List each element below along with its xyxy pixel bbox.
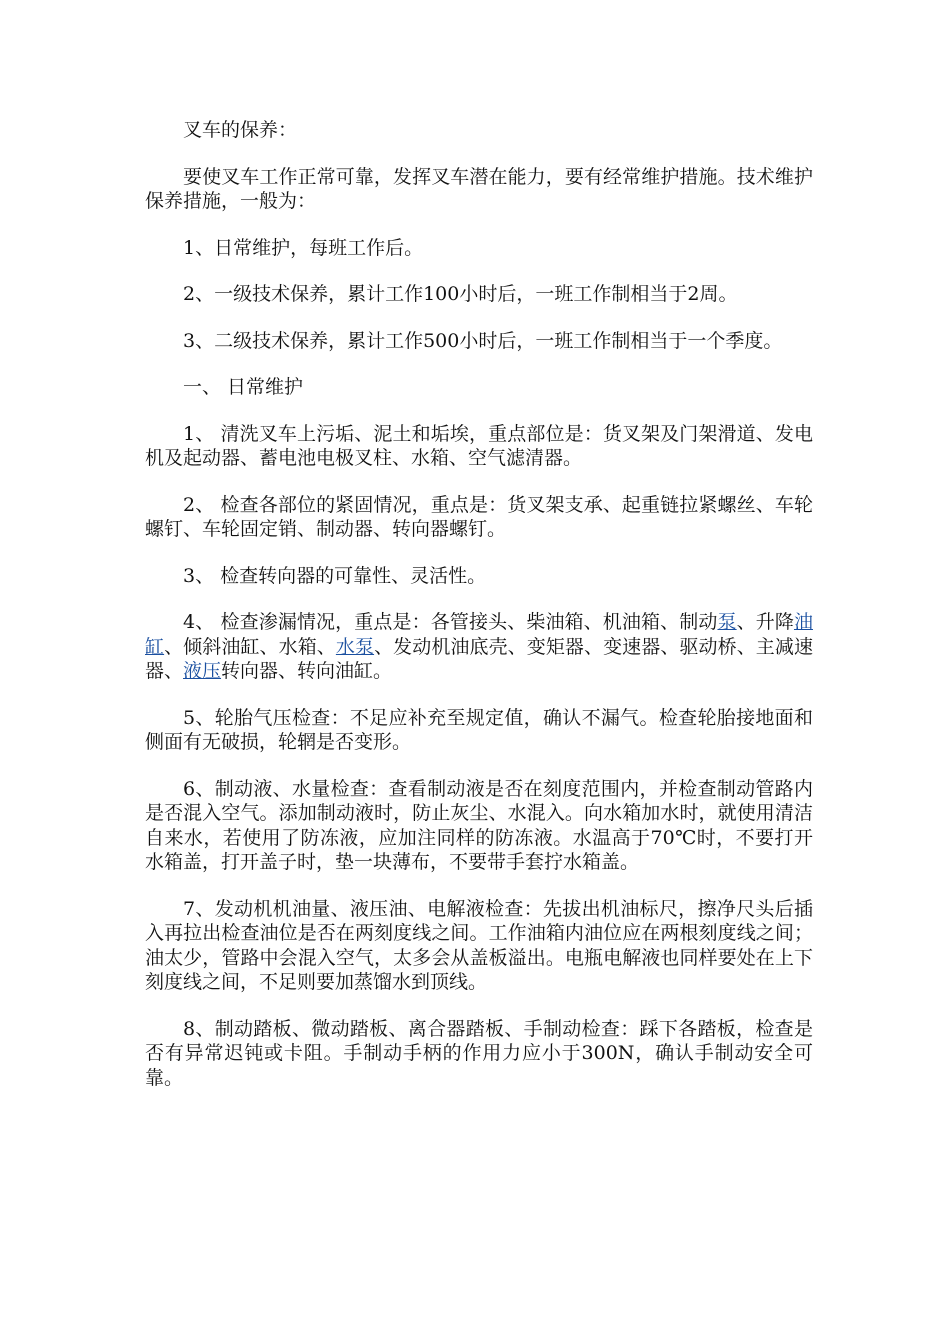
level-item-3: 3、二级技术保养，累计工作500小时后，一班工作制相当于一个季度。 bbox=[183, 329, 783, 352]
section-heading: 一、 日常维护 bbox=[183, 376, 304, 398]
link-pump[interactable]: 泵 bbox=[717, 611, 737, 633]
link-hydraulic[interactable]: 液压 bbox=[183, 660, 222, 682]
intro-paragraph: 要使叉车工作正常可靠，发挥叉车潜在能力，要有经常维护措施。技术维护保养措施，一般为： bbox=[145, 165, 813, 212]
level-item-2: 2、一级技术保养，累计工作100小时后，一班工作制相当于2周。 bbox=[183, 283, 738, 305]
maintenance-item-5: 5、轮胎气压检查：不足应补充至规定值，确认不漏气。检查轮胎接地面和侧面有无破损，轮辋是否变形。 bbox=[145, 706, 813, 753]
maintenance-item-2: 2、 检查各部位的紧固情况，重点是：货叉架支承、起重链拉紧螺丝、车轮螺钉、车轮固定销、制动器、转向器螺钉。 bbox=[145, 493, 813, 540]
link-oil-cylinder[interactable]: 油缸 bbox=[145, 611, 813, 658]
maintenance-item-8: 8、制动踏板、微动踏板、离合器踏板、手制动检查：踩下各踏板，检查是否有异常迟钝或卡阻。手制动手柄的作用力应小于300N，确认手制动安全可靠。 bbox=[145, 1017, 813, 1089]
level-item-1: 1、日常维护，每班工作后。 bbox=[183, 236, 424, 259]
item4-text-part5: 转向器、转向油缸。 bbox=[221, 660, 393, 682]
maintenance-item-1: 1、 清洗叉车上污垢、泥土和垢埃，重点部位是：货叉架及门架滑道、发电机及起动器、蓄电池电极叉柱、水箱、空气滤清器。 bbox=[145, 422, 813, 469]
item4-text-part3: 、倾斜油缸、水箱、 bbox=[164, 635, 336, 658]
document-page bbox=[145, 118, 813, 1112]
item4-text-part4: 、发动机油底壳、变矩器、变速器、驱动桥、主减速器、 bbox=[145, 635, 813, 682]
link-water-pump[interactable]: 水泵 bbox=[335, 635, 375, 658]
maintenance-item-4 bbox=[145, 610, 813, 684]
maintenance-item-7: 7、发动机机油量、液压油、电解液检查：先拔出机油标尺，擦净尺头后插入再拉出检查油位是否在两刻度线之间。工作油箱内油位应在两根刻度线之间；油太少，管路中会混入空气，太多会从盖板溢出。电瓶电解液也同样要处在上下刻度线之间，不足则要加蒸馏水到顶线。 bbox=[145, 897, 813, 993]
document-title: 叉车的保养： bbox=[183, 119, 298, 141]
maintenance-item-3: 3、 检查转向器的可靠性、灵活性。 bbox=[183, 564, 487, 587]
maintenance-item-6: 6、制动液、水量检查：查看制动液是否在刻度范围内，并检查制动管路内是否混入空气。添加制动液时，防止灰尘、水混入。向水箱加水时，就使用清洁自来水，若使用了防冻液，应加注同样的防冻液。水温高于70℃时，不要打开水箱盖，打开盖子时，垫一块薄布，不要带手套拧水箱盖。 bbox=[145, 777, 813, 873]
item4-text-part2: 、升降 bbox=[736, 611, 794, 633]
item4-text-part1: 4、 检查渗漏情况，重点是：各管接头、柴油箱、机油箱、制动 bbox=[183, 611, 718, 633]
